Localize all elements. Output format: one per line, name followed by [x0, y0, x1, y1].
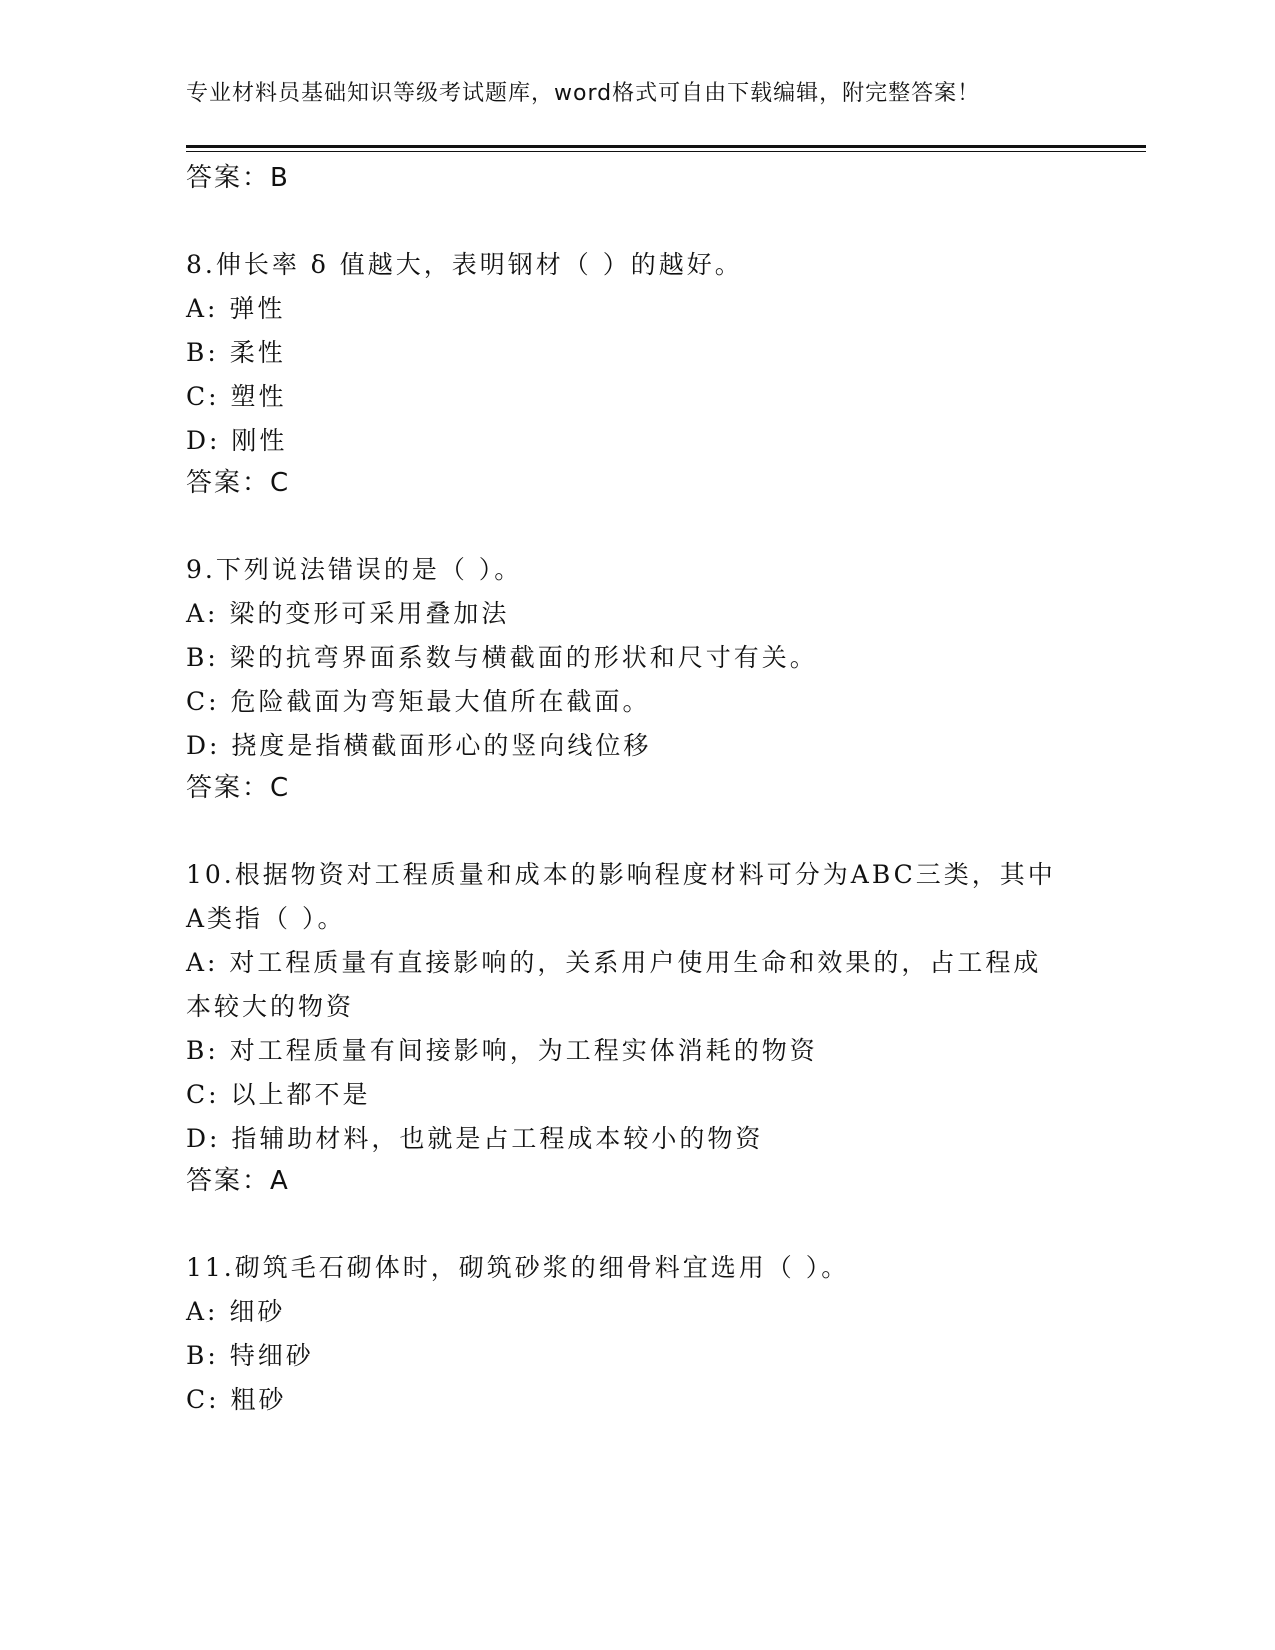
q10-option-d: D: 指辅助材料，也就是占工程成本较小的物资: [186, 1124, 764, 1153]
q8-option-d: D: 刚性: [186, 426, 288, 455]
q8-option-b: B: 柔性: [186, 338, 286, 367]
q10-option-b: B: 对工程质量有间接影响，为工程实体消耗的物资: [186, 1036, 818, 1065]
q10-option-a-line1: A: 对工程质量有直接影响的，关系用户使用生命和效果的，占工程成: [186, 948, 1042, 977]
header-rule-thin: [186, 151, 1146, 152]
answer-value: A: [270, 1166, 290, 1196]
q10-option-c: C: 以上都不是: [186, 1080, 371, 1109]
q10-option-a-line2: 本较大的物资: [186, 992, 355, 1021]
q9-stem: 9.下列说法错误的是（ ）。: [186, 555, 523, 584]
q10-stem-line1: 10.根据物资对工程质量和成本的影响程度材料可分为ABC三类，其中: [186, 860, 1056, 889]
answer-value: B: [270, 163, 290, 193]
q9-option-a: A: 梁的变形可采用叠加法: [186, 599, 510, 628]
answer-label: 答案：: [186, 468, 271, 498]
q8-stem: 8.伸长率 δ 值越大，表明钢材（ ）的越好。: [186, 250, 743, 279]
answer-label: 答案：: [186, 163, 271, 193]
q11-stem: 11.砌筑毛石砌体时，砌筑砂浆的细骨料宜选用（ ）。: [186, 1253, 850, 1282]
q11-option-a: A: 细砂: [186, 1297, 286, 1326]
q9-answer: [186, 767, 290, 804]
q10-answer: [186, 1160, 290, 1197]
q11-option-b: B: 特细砂: [186, 1341, 314, 1370]
q8-option-a: A: 弹性: [186, 294, 286, 323]
answer-value: C: [270, 773, 291, 803]
q7-answer: [186, 157, 290, 194]
q9-option-c: C: 危险截面为弯矩最大值所在截面。: [186, 687, 651, 716]
header-rule-thick: [186, 145, 1146, 148]
q10-stem-line2: A类指（ ）。: [186, 904, 346, 933]
q9-option-d: D: 挠度是指横截面形心的竖向线位移: [186, 731, 652, 760]
answer-label: 答案：: [186, 1166, 271, 1196]
q8-option-c: C: 塑性: [186, 382, 287, 411]
answer-label: 答案：: [186, 773, 271, 803]
q11-option-c: C: 粗砂: [186, 1385, 287, 1414]
answer-value: C: [270, 468, 291, 498]
q8-answer: [186, 462, 290, 499]
q9-option-b: B: 梁的抗弯界面系数与横截面的形状和尺寸有关。: [186, 643, 818, 672]
page-header: 专业材料员基础知识等级考试题库，word格式可自由下载编辑，附完整答案！: [186, 81, 981, 106]
